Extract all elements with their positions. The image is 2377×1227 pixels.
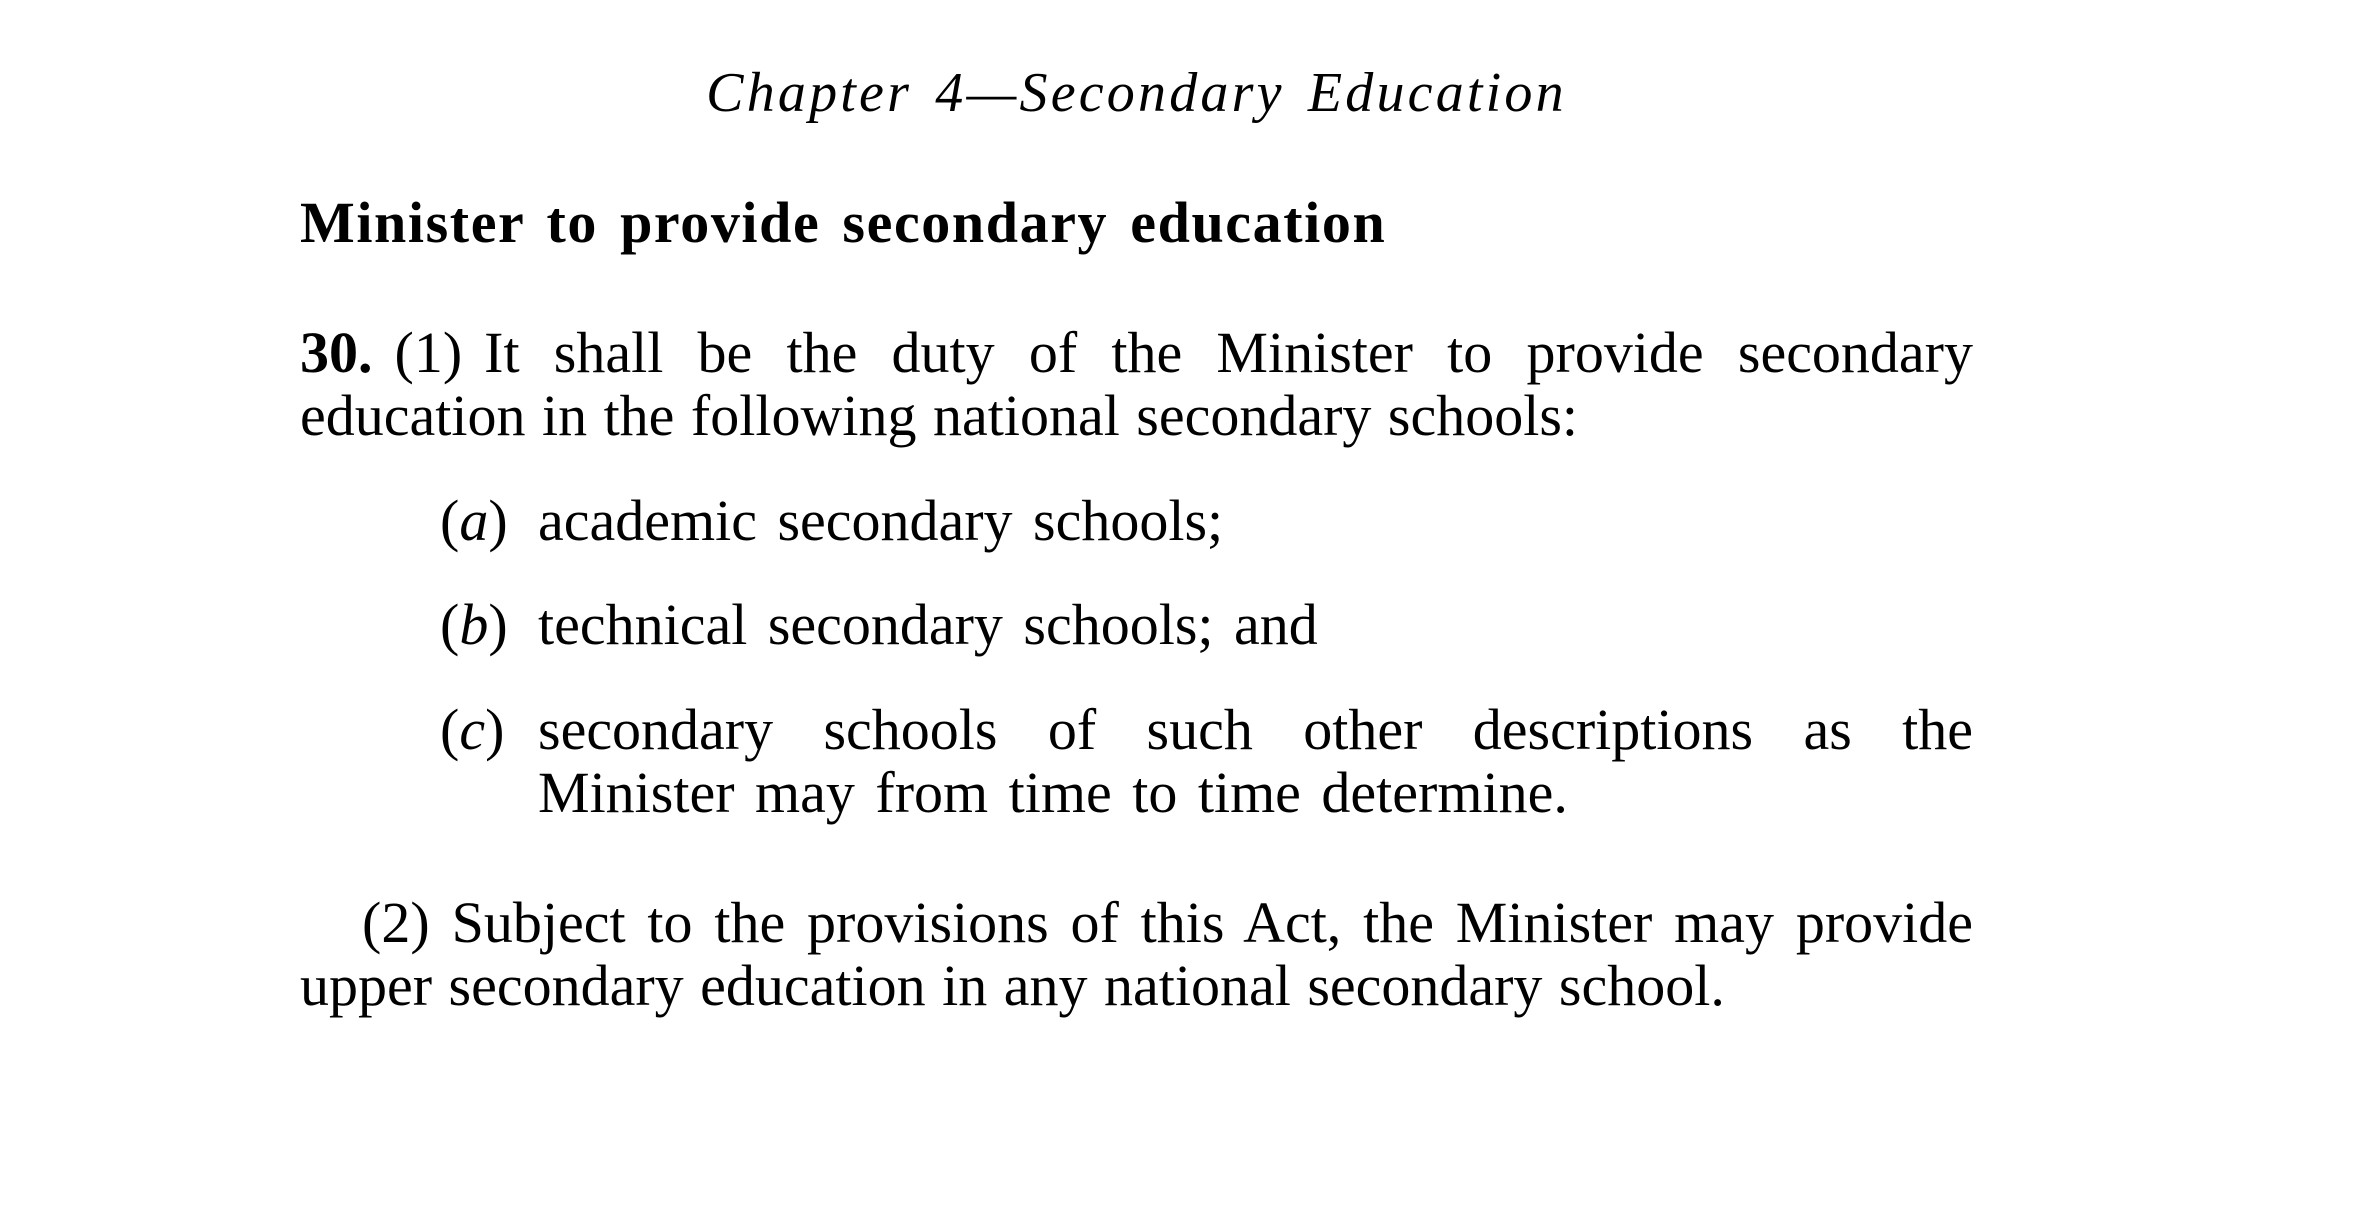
list-item-text: secondary schools of such other descriptions as the Minister may from time to time determine. bbox=[538, 697, 1973, 825]
marker-letter: b bbox=[459, 592, 489, 657]
marker-open-paren: ( bbox=[440, 697, 460, 762]
marker-open-paren: ( bbox=[440, 488, 460, 553]
list-item-text: academic secondary schools; bbox=[538, 488, 1224, 553]
subsection-2-text: Subject to the provisions of this Act, the Minister may provide upper secondary education in any national secondary school. bbox=[300, 890, 1973, 1018]
list-item-b bbox=[440, 593, 1973, 656]
subsection-2-paragraph bbox=[300, 891, 1973, 1017]
list-marker bbox=[440, 489, 538, 552]
list-item-a bbox=[440, 489, 1973, 552]
list-item-c bbox=[440, 698, 1973, 824]
section-heading: Minister to provide secondary education bbox=[300, 190, 1387, 255]
marker-letter: a bbox=[459, 488, 489, 553]
marker-close-paren: ) bbox=[488, 488, 508, 553]
marker-letter: c bbox=[459, 697, 486, 762]
subsection-2-label: (2) bbox=[362, 890, 430, 955]
list-marker bbox=[440, 593, 538, 656]
subsection-1-label: (1) bbox=[394, 320, 463, 385]
subsection-1-text: It shall be the duty of the Minister to provide secondary education in the following national secondary schools: bbox=[300, 320, 1973, 448]
list-marker bbox=[440, 698, 538, 824]
marker-close-paren: ) bbox=[488, 592, 508, 657]
list-item-text: technical secondary schools; and bbox=[538, 592, 1318, 657]
section-number: 30. bbox=[300, 320, 373, 385]
marker-close-paren: ) bbox=[485, 697, 505, 762]
subsection-1-paragraph bbox=[300, 321, 1973, 447]
marker-open-paren: ( bbox=[440, 592, 460, 657]
chapter-title: Chapter 4—Secondary Education bbox=[706, 62, 1567, 124]
